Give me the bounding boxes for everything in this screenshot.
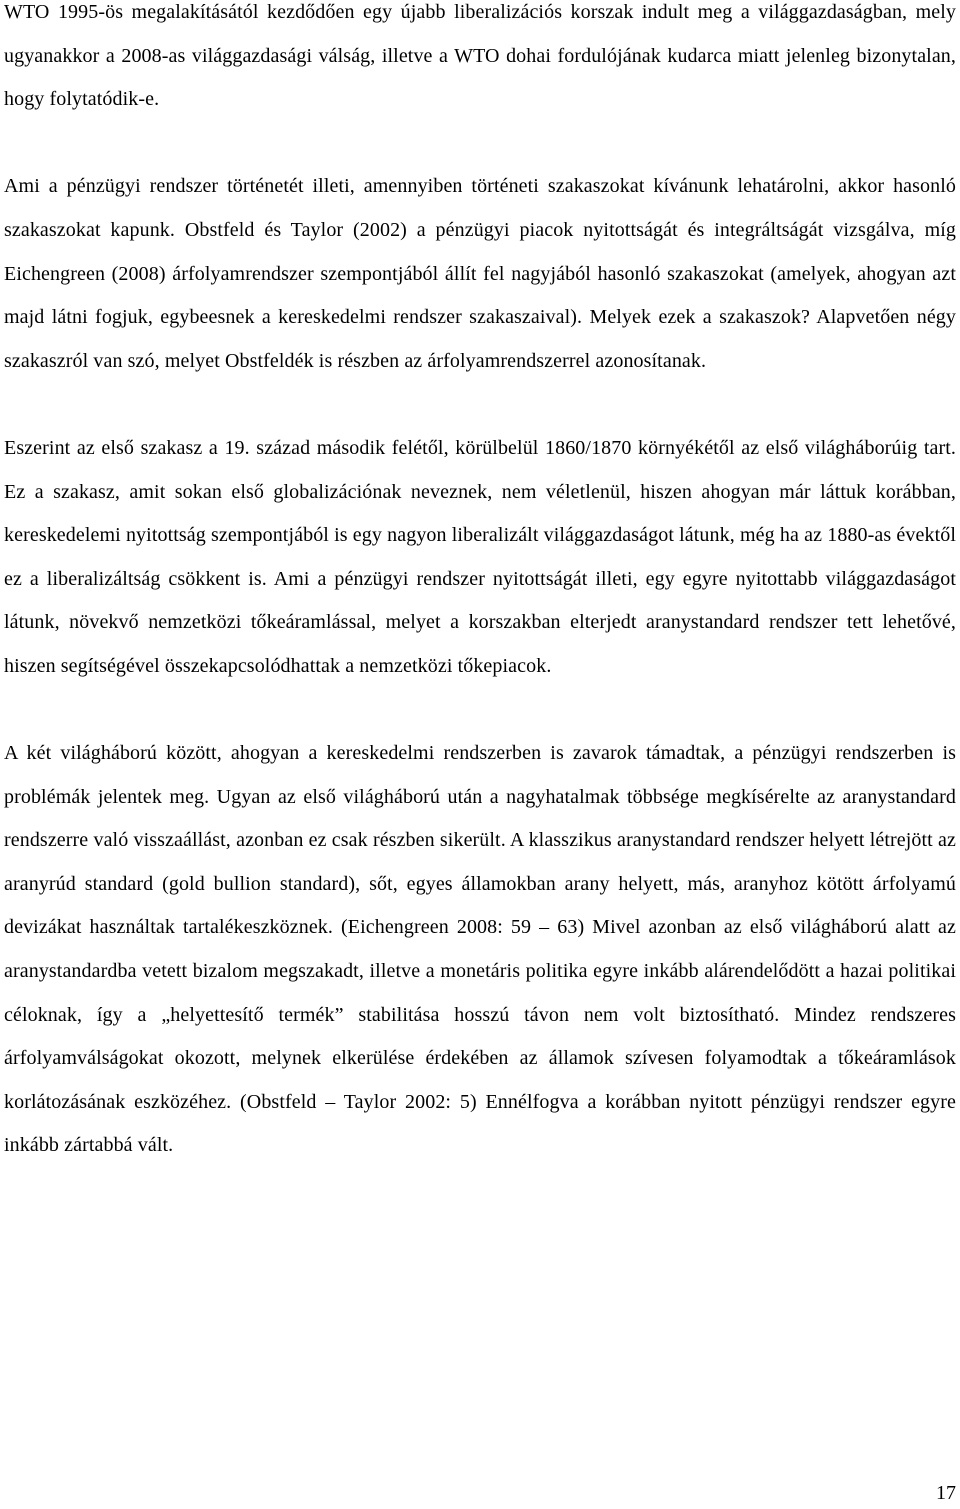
paragraph-wto-liberalization: WTO 1995-ös megalakításától kezdődően egy újabb liberalizációs korszak indult meg a világgazdaságban, mely ugyanakkor a 2008-as világgazdasági válság, illetve a WTO dohai fordulójának kudarca miatt jelenleg bizonytalan, hogy folytatódik-e. [4, 1, 956, 111]
page-number: 17 [936, 1482, 956, 1504]
paragraph-first-period: Eszerint az első szakasz a 19. század második felétől, körülbelül 1860/1870 környékétől az első világháborúig tart. Ez a szakasz, amit sokan első globalizációnak neveznek, nem véletlenül, hiszen ahogyan már láttuk korábban, kereskedelemi nyitottság szempontjából is egy nagyon liberalizált világgazdaságot látunk, még ha az 1880-as évektől ez a liberalizáltság csökkent is. Ami a pénzügyi rendszer nyitottságát illeti, egy egyre nyitottabb világgazdaságot látunk, növekvő nemzetközi tőkeáramlással, melyet a korszakban elterjedt aranystandard rendszer tett lehetővé, hiszen segítségével összekapcsolódhattak a nemzetközi tőkepiacok. [4, 436, 956, 677]
paragraph-financial-history: Ami a pénzügyi rendszer történetét illeti, amennyiben történeti szakaszokat kívánunk lehatárolni, akkor hasonló szakaszokat kapunk. Obstfeld és Taylor (2002) a pénzügyi piacok nyitottságát és integráltságát vizsgálva, míg Eichengreen (2008) árfolyamrendszer szempontjából állít fel nagyjából hasonló szakaszokat (amelyek, ahogyan azt majd látni fogjuk, egybeesnek a kereskedelmi rendszer szakaszaival). Melyek ezek a szakaszok? Alapvetően négy szakaszról van szó, melyet Obstfeldék is részben az árfolyamrendszerrel azonosítanak. [4, 175, 956, 372]
document-page [4, 0, 956, 1168]
paragraph-interwar-period: A két világháború között, ahogyan a kereskedelmi rendszerben is zavarok támadtak, a pénzügyi rendszerben is problémák jelentek meg. Ugyan az első világháború után a nagyhatalmak többsége megkísérelte az aranystandard rendszerre való visszaállást, azonban ez csak részben sikerült. A klasszikus aranystandard rendszer helyett létrejött az aranyrúd standard (gold bullion standard), sőt, egyes államokban arany helyett, más, aranyhoz kötött árfolyamú devizákat használtak tartalékeszköznek. (Eichengreen 2008: 59 – 63) Mivel azonban az első világháború alatt az aranystandardba vetett bizalom megszakadt, illetve a monetáris politika egyre inkább alárendelődött a hazai politikai céloknak, így a „helyettesítő termék” stabilitása hosszú távon nem volt biztosítható. Mindez rendszeres árfolyamválságokat okozott, melynek elkerülése érdekében az államok szívesen folyamodtak a tőkeáramlások korlátozásának eszközéhez. (Obstfeld – Taylor 2002: 5) Ennélfogva a korábban nyitott pénzügyi rendszer egyre inkább zártabbá vált. [4, 742, 956, 1157]
